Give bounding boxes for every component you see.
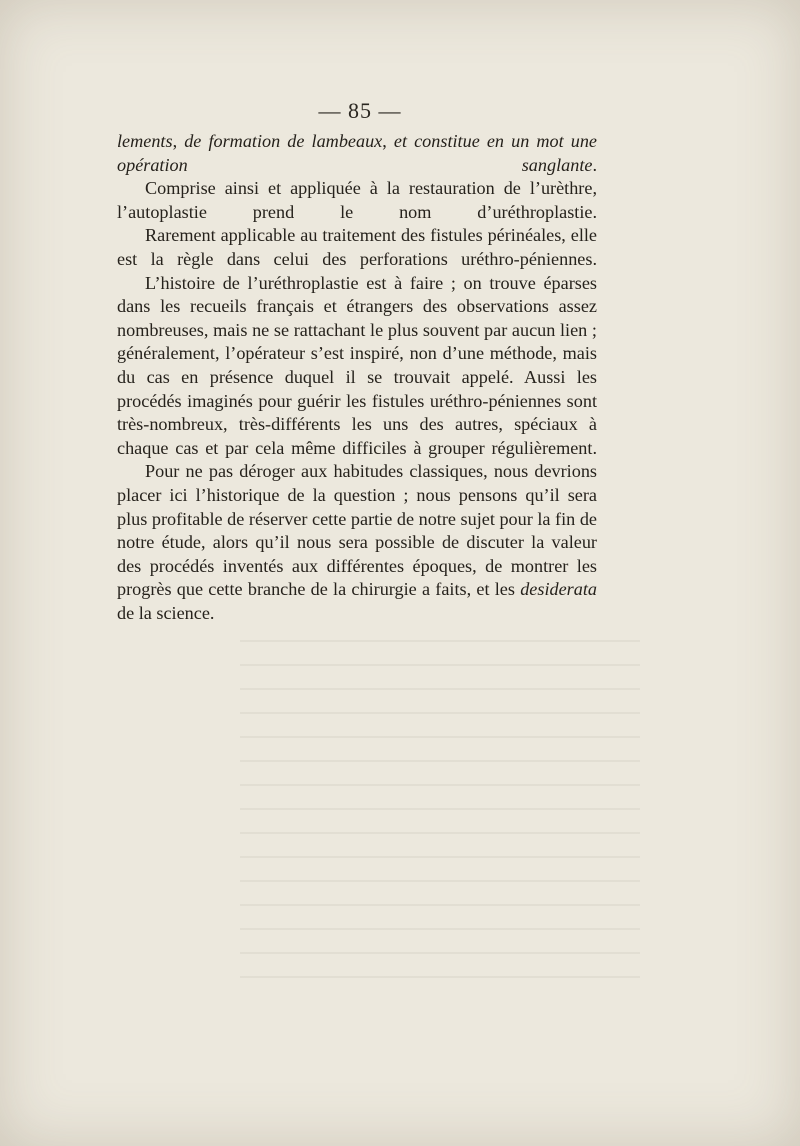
text-run: , [382,131,394,151]
text-run: Pour ne pas déroger aux habitudes classiques, nous devrions placer ici l’historique de la question ; nous pensons qu’il sera plus profitable de réserver cette partie de notre sujet pour la fin de notre étude, alors qu’il nous sera possible de discuter la valeur des procédés inventés aux différentes époques, de montrer les progrès que cette branche de la chirurgie a faits, et les [117,461,597,600]
body-text [117,130,597,625]
paragraph [117,460,597,625]
paragraph [117,177,597,224]
text-run: L’histoire de l’uréthroplastie est à faire ; on trouve éparses dans les recueils français et étrangers des observations assez nombreuses, mais ne se rattachant le plus souvent par aucun lien ; généralement, l’opérateur s’est inspiré, non d’une méthode, mais du cas en présence duquel il se trouvait appelé. Aussi les procédés imaginés pour guérir les fistules uréthro-péniennes sont très-nombreux, très-différents les uns des autres, spéciaux à chaque cas et par cela même difficiles à grouper régulièrement. [117,272,597,458]
italic-text: lements [117,131,173,151]
paragraph [117,224,597,271]
text-run: . [592,154,597,175]
italic-text: de formation de lambeaux [184,131,383,151]
text-run: , [172,131,185,151]
text-run: de la science. [117,602,215,623]
italic-text: desiderata [520,579,597,600]
paragraph [117,272,597,461]
show-through-texture [240,640,640,980]
paragraph [117,130,597,177]
text-run: Rarement applicable au traitement des fistules périnéales, elle est la règle dans celui des perforations uréthro-péniennes. [117,225,597,269]
italic-text: et constitue en un mot une opération sanglante [117,131,598,175]
page-number: — 85 — [318,98,402,123]
text-run: Comprise ainsi et appliquée à la restauration de l’urèthre, l’autoplastie prend le nom d’uréthroplastie. [117,178,597,222]
